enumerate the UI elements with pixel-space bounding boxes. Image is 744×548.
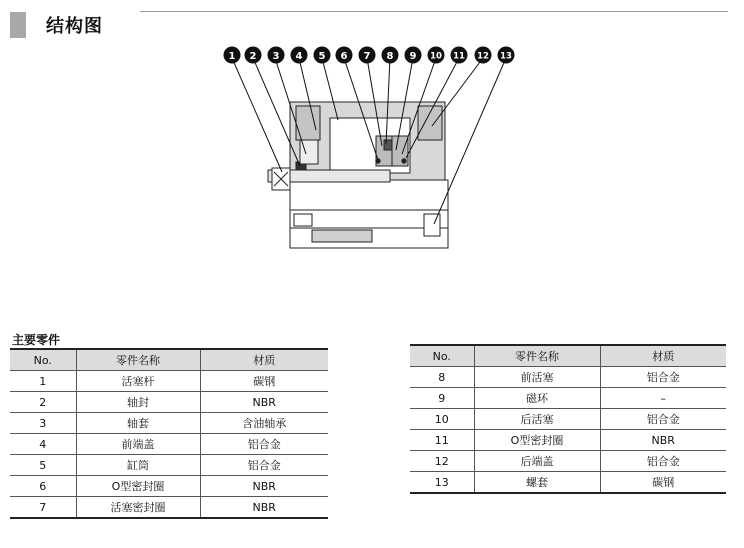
cell-material: 铝合金	[600, 451, 726, 472]
cell-name: 缸筒	[76, 455, 200, 476]
table-header-row	[410, 345, 726, 367]
cell-name: 后活塞	[474, 409, 600, 430]
callout-8	[382, 47, 399, 64]
table-row	[410, 472, 726, 494]
table-row	[410, 451, 726, 472]
bottom-channel	[312, 230, 372, 242]
cell-no: 1	[10, 371, 76, 392]
title-rule	[140, 11, 728, 12]
cell-no: 11	[410, 430, 474, 451]
callout-markers	[224, 47, 515, 64]
cell-no: 7	[10, 497, 76, 519]
callout-label: 1	[228, 51, 236, 62]
cell-name: 前端盖	[76, 434, 200, 455]
section-title-bar	[10, 10, 728, 40]
rear-cover	[418, 106, 442, 140]
callout-5	[314, 47, 331, 64]
callout-label: 13	[500, 51, 512, 62]
header-name: 零件名称	[76, 349, 200, 371]
callout-3	[268, 47, 285, 64]
table-row	[410, 388, 726, 409]
callout-label: 7	[363, 51, 371, 62]
table-row	[410, 367, 726, 388]
cell-material: NBR	[200, 497, 328, 519]
cell-no: 2	[10, 392, 76, 413]
header-no: No.	[10, 349, 76, 371]
cell-material: 碳钢	[200, 371, 328, 392]
header-material: 材质	[600, 345, 726, 367]
cell-material: 铝合金	[600, 367, 726, 388]
cell-name: O型密封圈	[76, 476, 200, 497]
table-row	[10, 413, 328, 434]
callout-1	[224, 47, 241, 64]
callout-label: 11	[453, 51, 465, 62]
cell-no: 12	[410, 451, 474, 472]
cell-name: 活塞密封圈	[76, 497, 200, 519]
table-header-row	[10, 349, 328, 371]
cell-no: 13	[410, 472, 474, 494]
structure-diagram	[0, 40, 744, 255]
cell-material: 碳钢	[600, 472, 726, 494]
parts-table-right	[410, 344, 726, 494]
cell-material: NBR	[600, 430, 726, 451]
header-material: 材质	[200, 349, 328, 371]
callout-label: 10	[430, 51, 442, 62]
header-name: 零件名称	[474, 345, 600, 367]
callout-label: 3	[272, 51, 280, 62]
cell-material: 铝合金	[600, 409, 726, 430]
cell-name: 后端盖	[474, 451, 600, 472]
table-row	[410, 430, 726, 451]
cell-name: 轴套	[76, 413, 200, 434]
title-marker	[10, 12, 26, 38]
callout-label: 6	[340, 51, 348, 62]
magnet-ring	[384, 140, 392, 150]
cell-name: 轴封	[76, 392, 200, 413]
cylinder-drawing	[268, 102, 448, 248]
callout-13	[498, 47, 515, 64]
cell-no: 6	[10, 476, 76, 497]
callout-2	[245, 47, 262, 64]
table-row	[10, 476, 328, 497]
callout-label: 12	[477, 51, 489, 62]
cell-name: 前活塞	[474, 367, 600, 388]
header-no: No.	[410, 345, 474, 367]
cell-material: NBR	[200, 476, 328, 497]
cell-material: NBR	[200, 392, 328, 413]
cell-material: 铝合金	[200, 455, 328, 476]
table-row	[410, 409, 726, 430]
callout-12	[475, 47, 492, 64]
table-row	[10, 371, 328, 392]
callout-7	[359, 47, 376, 64]
table-row	[10, 434, 328, 455]
callout-6	[336, 47, 353, 64]
callout-label: 5	[318, 51, 326, 62]
cell-name: 磁环	[474, 388, 600, 409]
bottom-slot-left	[294, 214, 312, 226]
callout-9	[405, 47, 422, 64]
cell-material: 铝合金	[200, 434, 328, 455]
callout-label: 8	[386, 51, 394, 62]
thread-sleeve	[424, 214, 440, 236]
parts-heading: 主要零件	[12, 333, 61, 347]
cell-name: 活塞杆	[76, 371, 200, 392]
table-row	[10, 455, 328, 476]
cell-no: 4	[10, 434, 76, 455]
callout-4	[291, 47, 308, 64]
table-row	[10, 392, 328, 413]
cell-no: 9	[410, 388, 474, 409]
cell-no: 5	[10, 455, 76, 476]
cell-name: O型密封圈	[474, 430, 600, 451]
cell-material: 含油轴承	[200, 413, 328, 434]
callout-10	[428, 47, 445, 64]
parts-table-left	[10, 348, 328, 519]
cell-no: 10	[410, 409, 474, 430]
callout-label: 2	[249, 51, 257, 62]
cell-material: –	[600, 388, 726, 409]
callout-11	[451, 47, 468, 64]
callout-label: 9	[409, 51, 417, 62]
cell-no: 8	[410, 367, 474, 388]
page-title: 结构图	[46, 16, 103, 37]
cell-no: 3	[10, 413, 76, 434]
cell-name: 螺套	[474, 472, 600, 494]
table-row	[10, 497, 328, 519]
callout-label: 4	[295, 51, 303, 62]
